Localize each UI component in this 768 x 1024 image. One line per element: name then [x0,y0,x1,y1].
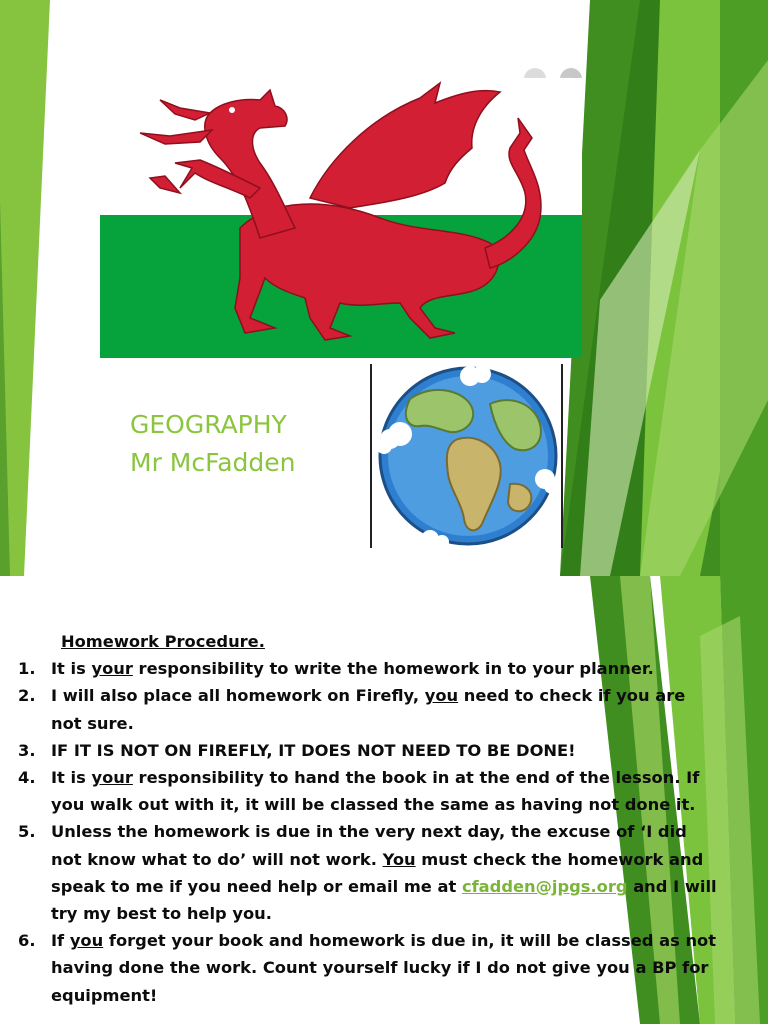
item-text: It is [51,768,92,788]
slide-title [130,406,295,482]
emphasis-text: you [424,686,459,706]
item-number: 1. [18,659,36,679]
item-number: 5. [18,822,36,842]
item-number: 6. [18,931,36,951]
list-item [18,927,718,1009]
list-item [18,764,718,818]
item-text: responsibility to hand the book in at the end of the lesson. If you walk out with it, it will be classed the same as having not done it. [51,768,700,815]
item-number: 4. [18,768,36,788]
list-item [18,818,718,927]
item-text: responsibility to write the homework in to your planner. [132,659,654,679]
title-line-subject: GEOGRAPHY [130,410,287,439]
emphasis-text: your [91,659,133,679]
list-item [18,682,718,736]
item-text: need to check if you are not sure. [51,686,686,733]
emphasis-text: your [91,768,133,788]
earth-globe-icon [370,364,564,548]
item-text: I will also place all homework on Firefly, [51,686,425,706]
item-text: IF IT IS NOT ON FIREFLY, IT DOES NOT NEED TO BE DONE! [51,740,576,760]
item-text: Unless the homework is due in the very next day, the excuse of ‘I did not know what to do’ will not work. [51,822,687,869]
welsh-flag-icon [100,78,582,358]
emphasis-text: You [382,849,416,869]
email-link[interactable]: cfadden@jpgs.org [461,876,628,896]
emphasis-text: you [69,931,104,951]
title-line-teacher: Mr McFadden [130,448,296,477]
item-text: forget your book and homework is due in, it will be classed as not having done the work. Count yourself lucky if I do not give you a BP for equipment! [51,931,716,1005]
item-number: 2. [18,686,36,706]
item-text: must check the homework and speak to me if you need help or email me at [51,849,704,896]
homework-heading: Homework Procedure. [61,632,265,651]
homework-procedure [18,628,718,1009]
list-item [18,737,718,764]
item-text: and I will try my best to help you. [51,876,717,924]
homework-slide [0,576,768,1024]
list-item [18,655,718,682]
item-text: If [51,931,70,951]
item-number: 3. [18,740,36,760]
item-text: It is [51,659,92,679]
